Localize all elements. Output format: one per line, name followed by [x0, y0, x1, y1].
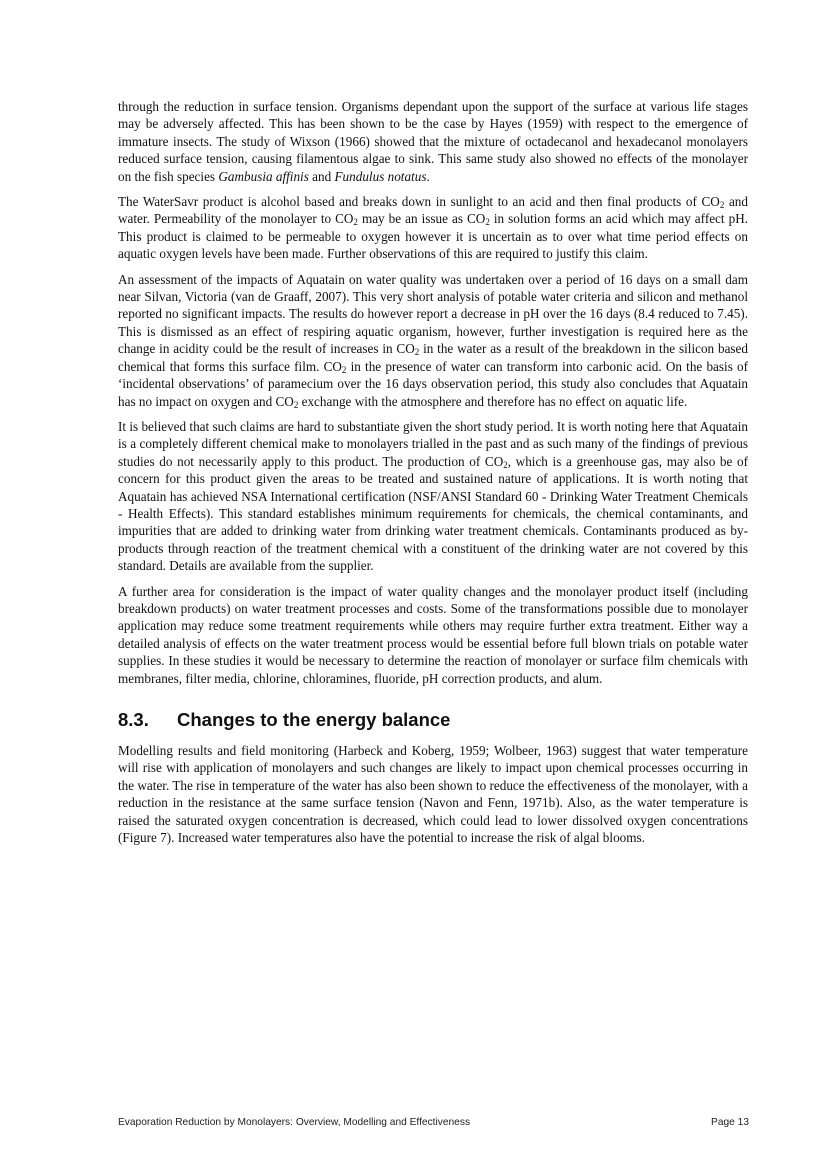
text-run: It is believed that such claims are hard to substantiate given the short study period. It is worth noting here that Aquatain is a completely different chemical make to monolayers trialled in the past and as such many of the findings of previous studies do not necessarily apply to this product. The production of CO [118, 418, 748, 469]
section-title: Changes to the energy balance [177, 709, 451, 730]
subscript: 2 [353, 217, 358, 228]
paragraph-p4 [118, 418, 748, 575]
section-body-text [118, 742, 748, 846]
text-run: . [426, 168, 430, 184]
body-text [118, 98, 748, 687]
subscript: 2 [293, 399, 299, 410]
text-run: in solution forms an acid which may affect pH. This product is claimed to be permeable to oxygen however it is uncertain as to over what time period effects on aquatic oxygen levels have been made. Further observations of this are required to justify this claim. [118, 211, 749, 262]
text-run: through the reduction in surface tension. Organisms dependant upon the support of the surface at various life stages may be adversely affected. This has been shown to be the case by Hayes (1959) with respect to the emergence of immature insects. The study of Wixson (1966) showed that the mixture of octadecanol and hexadecanol monolayers reduced surface tension, causing filamentous algae to sink. This same study also showed no effects of the monolayer on the fish species [118, 99, 748, 184]
text-run: , which is a greenhouse gas, may also be of concern for this product given the areas to be treated and sustained nature of applications. It is worth noting that Aquatain has achieved NSA International certification (NSF/ANSI Standard 60 - Drinking Water Treatment Chemicals - Health Effects). This standard establishes minimum requirements for chemicals, the chemical contaminants, and impurities that are added to drinking water from drinking water treatment chemicals. Contaminants produced as by-products through reaction of the treatment chemical with a constituent of the drinking water are not covered by this standard. Details are available from the supplier. [118, 453, 749, 574]
subscript: 2 [719, 200, 725, 211]
paragraph-p1 [118, 98, 748, 185]
italic-text: Fundulus notatus [334, 168, 427, 184]
paragraph-p2 [118, 193, 748, 263]
paragraph-p3 [118, 271, 748, 410]
subscript: 2 [503, 459, 508, 470]
text-run: The WaterSavr product is alcohol based and breaks down in sunlight to an acid and then final products of CO [118, 194, 720, 210]
page-footer [118, 1117, 749, 1128]
subscript: 2 [485, 217, 490, 228]
text-run: may be an issue as CO [357, 211, 486, 227]
text-run: in the presence of water can transform into carbonic acid. On the basis of ‘incidental observations’ of paramecium over the 16 days observation period, this study also concludes that Aquatain has no impact on oxygen and CO [118, 358, 748, 409]
italic-text: Gambusia affinis [218, 168, 309, 184]
text-run: and [308, 168, 335, 184]
text-run: in the water as a result of the breakdown in the silicon based chemical that forms this surface film. CO [118, 341, 748, 374]
subscript: 2 [414, 347, 420, 358]
subscript: 2 [341, 364, 347, 375]
section-number: 8.3. [118, 709, 149, 730]
paragraph-p5 [118, 583, 748, 687]
page-content [118, 98, 748, 854]
text-run: Modelling results and field monitoring (Harbeck and Koberg, 1959; Wolbeer, 1963) suggest that water temperature will rise with application of monolayers and such changes are likely to impact upon chemical processes occurring in the water. The rise in temperature of the water has also been shown to reduce the effectiveness of the monolayer, with a reduction in the resistance at the same surface tension (Navon and Fenn, 1971b). Also, as the water temperature is raised the saturated oxygen concentration is decreased, which could lead to lower dissolved oxygen concentrations (Figure 7). Increased water temperatures also have the potential to increase the risk of algal blooms. [118, 743, 748, 846]
text-run: exchange with the atmosphere and therefore has no effect on aquatic life. [298, 393, 688, 409]
paragraph-p6 [118, 742, 748, 846]
footer-page-number: Page 13 [711, 1117, 749, 1128]
text-run: A further area for consideration is the impact of water quality changes and the monolayer product itself (including breakdown products) on water treatment processes and costs. Some of the transformations possible due to monolayer application may reduce some treatment requirements while others may require further extra treatment. Either way a detailed analysis of effects on the water treatment process would be essential before full blown trials on potable water supplies. In these studies it would be necessary to determine the reaction of monolayer or surface film chemicals with membranes, filter media, chlorine, chloramines, fluoride, pH correction products, and alum. [118, 583, 748, 686]
footer-document-title: Evaporation Reduction by Monolayers: Overview, Modelling and Effectiveness [118, 1117, 471, 1128]
text-run: and water. Permeability of the monolayer to CO [118, 194, 748, 227]
text-run: An assessment of the impacts of Aquatain on water quality was undertaken over a period of 16 days on a small dam near Silvan, Victoria (van de Graaff, 2007). This very short analysis of potable water criteria and silicon and methanol reported no significant impacts. The results do however report a decrease in pH over the 16 days (8.4 reduced to 7.45). This is dismissed as an effect of respiring aquatic organism, however, further investigation is required here as the change in acidity could be the result of increases in CO [118, 271, 748, 357]
section-heading [118, 709, 748, 731]
